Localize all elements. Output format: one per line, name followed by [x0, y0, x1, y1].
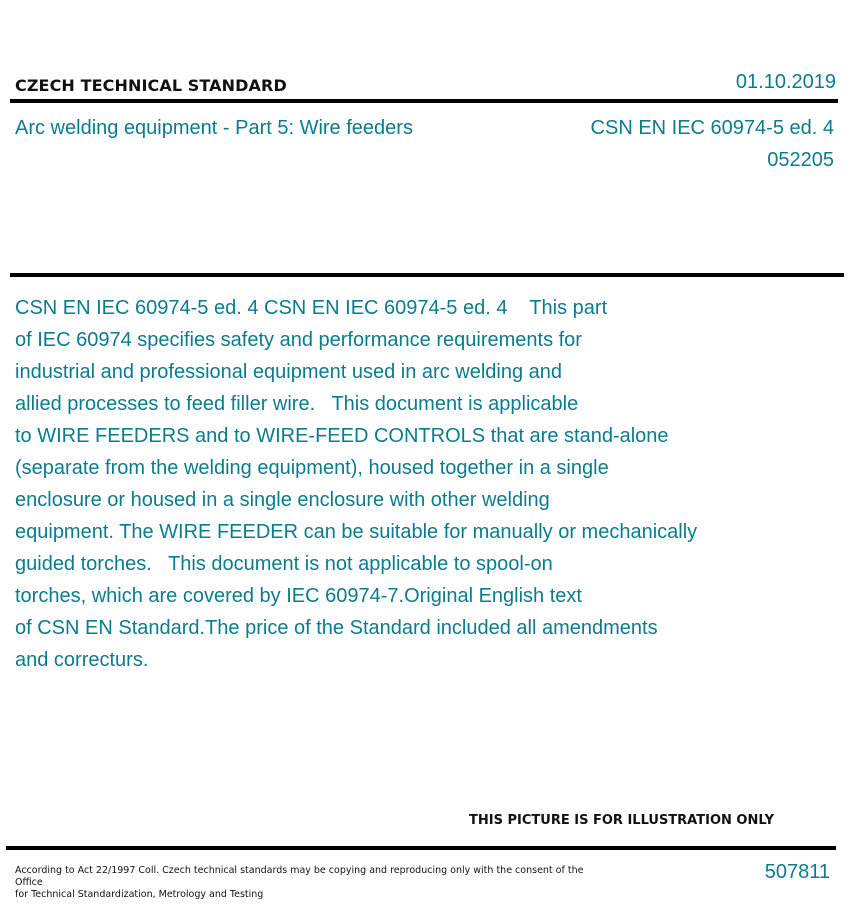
legal-notice — [15, 865, 595, 901]
description-line: enclosure or housed in a single enclosure with other welding — [15, 489, 550, 511]
description-line: industrial and professional equipment used in arc welding and — [15, 361, 563, 383]
standard-title: Arc welding equipment - Part 5: Wire feeders — [15, 117, 413, 139]
classification-code: 052205 — [767, 149, 834, 171]
description-line: and correcturs. — [15, 649, 149, 671]
header-divider — [10, 99, 838, 103]
footer-divider — [6, 846, 836, 850]
section-divider — [10, 273, 844, 277]
description-line: equipment. The WIRE FEEDER can be suitable for manually or mechanically — [15, 521, 698, 543]
illustration-disclaimer: THIS PICTURE IS FOR ILLUSTRATION ONLY — [469, 813, 774, 828]
description-line: guided torches. This document is not applicable to spool-on — [15, 553, 553, 575]
catalog-number: 507811 — [764, 861, 830, 883]
legal-notice-line: for Technical Standardization, Metrology and Testing — [15, 889, 264, 900]
description-line: CSN EN IEC 60974-5 ed. 4 CSN EN IEC 60974-5 ed. 4 This part — [15, 297, 608, 319]
description-line: allied processes to feed filler wire. This document is applicable — [15, 393, 579, 415]
description-line: of CSN EN Standard.The price of the Standard included all amendments — [15, 617, 658, 639]
description-line: of IEC 60974 specifies safety and performance requirements for — [15, 329, 582, 351]
description-line: to WIRE FEEDERS and to WIRE-FEED CONTROLS that are stand-alone — [15, 425, 669, 447]
standard-code: CSN EN IEC 60974-5 ed. 4 — [590, 117, 834, 139]
description-line: torches, which are covered by IEC 60974-7.Original English text — [15, 585, 582, 607]
publication-date: 01.10.2019 — [735, 71, 836, 93]
description-line: (separate from the welding equipment), housed together in a single — [15, 457, 609, 479]
standard-description — [15, 292, 755, 676]
legal-notice-line: According to Act 22/1997 Coll. Czech technical standards may be copying and reproducing only with the consent of the Office — [15, 865, 584, 888]
document-brand: CZECH TECHNICAL STANDARD — [15, 76, 287, 95]
